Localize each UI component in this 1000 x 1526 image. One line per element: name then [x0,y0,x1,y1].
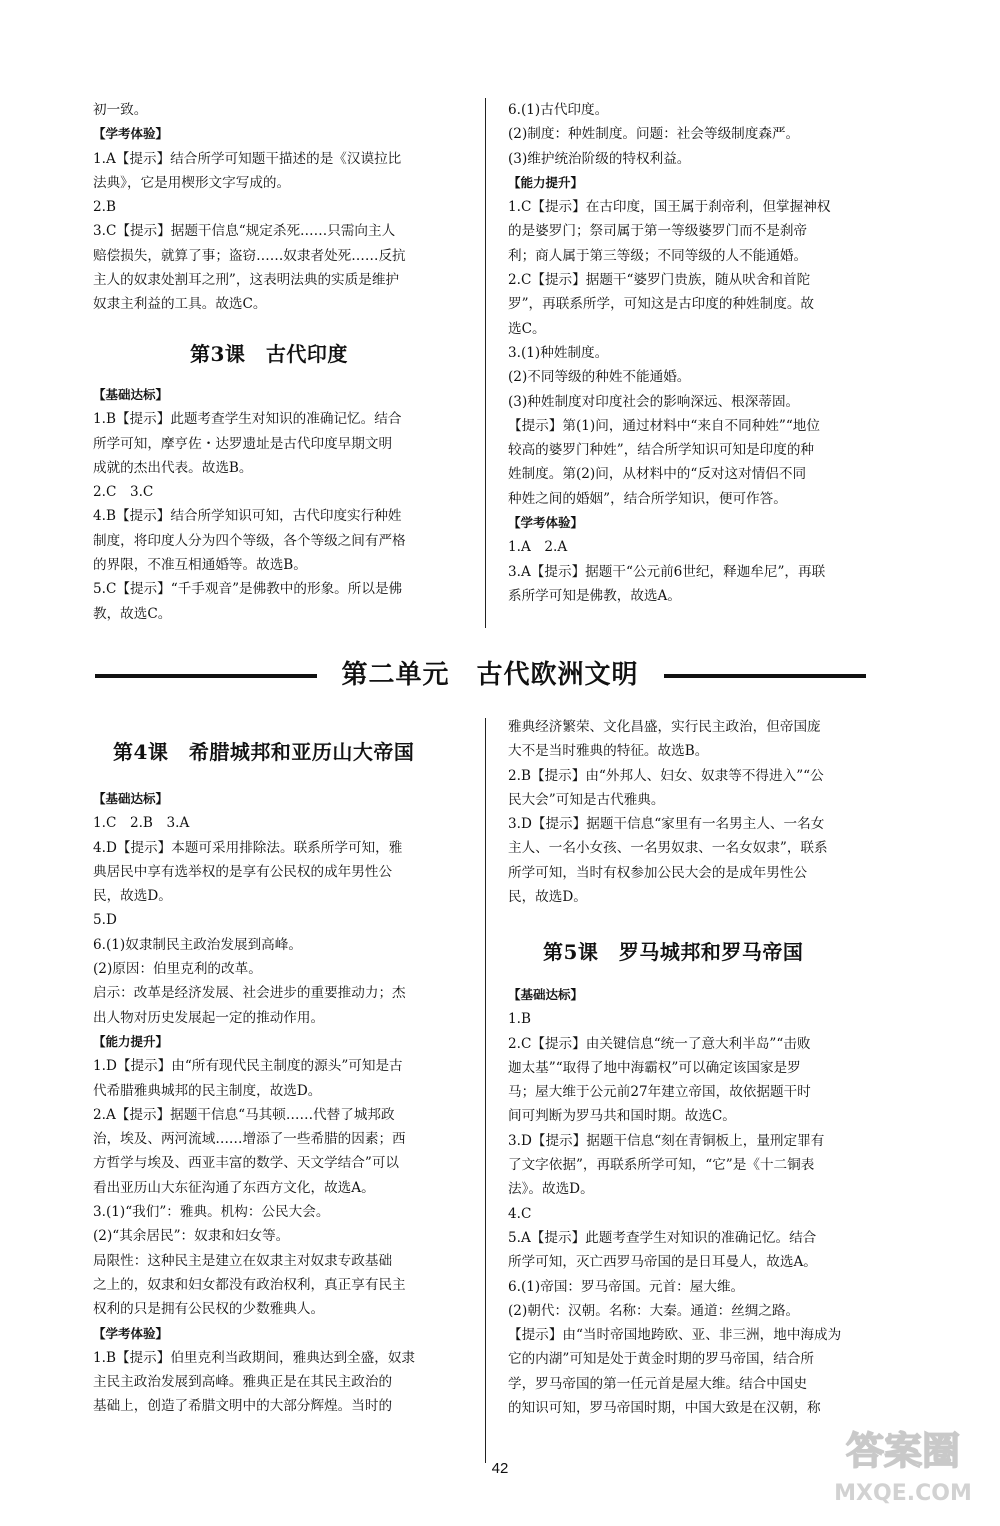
text-line: 5.D [93,912,117,929]
text-line: 所学可知，摩亨佐・达罗遗址是古代印度早期文明 [93,435,393,452]
text-line: 赔偿损失，就算了事；盗窃……奴隶者处死……反抗 [93,247,406,264]
text-line: 1.B【提示】伯里克利当政期间，雅典达到全盛，奴隶 [93,1349,416,1366]
section-heading: 【基础达标】 [93,791,169,806]
text-line: (2)朝代：汉朝。名称：大秦。通道：丝绸之路。 [508,1302,800,1319]
section-heading: 【学考体验】 [508,515,584,531]
text-line: 【提示】第(1)问，通过材料中“来自不同种姓”“地位 [508,417,820,434]
text-line: 的界限，不准互相通婚等。故选B。 [93,557,307,574]
section-heading: 【学考体验】 [93,126,169,142]
text-line: 民大会”可知是古代雅典。 [508,791,665,808]
text-line: 法》。故选D。 [508,1181,594,1198]
text-line: 大不是当时雅典的特征。故选B。 [508,743,709,760]
text-line: 基础上，创造了希腊文明中的大部分辉煌。当时的 [93,1398,393,1415]
text-line: 的知识可知，罗马帝国时期，中国大致是在汉朝，称 [508,1400,821,1417]
text-line: (2)不同等级的种姓不能通婚。 [508,369,691,386]
text-line: 民，故选D。 [93,888,172,905]
lesson-4-body [93,787,461,1419]
text-line: 成就的杰出代表。故选B。 [93,459,253,476]
text-line: 马；屋大维于公元前27年建立帝国，故依据题干时 [508,1084,811,1101]
lesson-4-title: 第4课 希腊城邦和亚历山大帝国 [113,740,415,764]
text-line: 启示：改革是经济发展、社会进步的重要推动力；杰 [93,985,406,1002]
text-line: 初一致。 [93,102,148,118]
section-heading: 【能力提升】 [508,174,584,190]
text-line: 3.(1)“我们”：雅典。机构：公民大会。 [93,1204,330,1221]
text-line: 5.C【提示】“千手观音”是佛教中的形象。所以是佛 [93,581,403,598]
unit-title: 第二单元 古代欧洲文明 [341,660,639,690]
text-line: (2)原因：伯里克利的改革。 [93,961,262,978]
text-line: 6.(1)帝国：罗马帝国。元首：屋大维。 [508,1278,745,1295]
section-heading: 【基础达标】 [508,987,584,1002]
unit-rule-right [664,674,866,678]
text-line: 雅典经济繁荣、文化昌盛，实行民主政治，但帝国庞 [508,719,821,735]
lesson-3-title: 第3课 古代印度 [190,342,348,366]
text-line: 2.B [93,199,116,216]
text-line: 选C。 [508,320,546,337]
text-line: (3)种姓制度对印度社会的影响深远、根深蒂固。 [508,393,800,410]
text-line: 方哲学与埃及、西亚丰富的数学、天文学结合”可以 [93,1155,400,1172]
text-line: 6.(1)奴隶制民主政治发展到高峰。 [93,936,302,953]
top-left-column [93,98,461,317]
text-line: 5.A【提示】此题考查学生对知识的准确记忆。结合 [508,1229,817,1246]
text-line: 1.B [508,1011,531,1028]
text-line: 3.(1)种姓制度。 [508,344,609,361]
column-divider-top [485,98,486,628]
text-line: 所学可知，当时有权参加公民大会的是成年男性公 [508,864,808,881]
text-line: 3.A【提示】据题干“公元前6世纪，释迦牟尼”，再联 [508,563,826,580]
text-line: 1.A【提示】结合所学可知题干描述的是《汉谟拉比 [93,150,402,167]
text-line: 法典》，它是用楔形文字写成的。 [93,174,291,191]
text-line: 1.C 2.B 3.A [93,815,190,832]
lesson-4-continuation [508,715,876,909]
watermark-url: MXQE.COM [834,1481,972,1506]
text-line: 治，埃及、两河流域……增添了一些希腊的因素；西 [93,1131,406,1148]
text-line: 系所学可知是佛教，故选A。 [508,587,681,604]
text-line: 教，故选C。 [93,605,172,622]
lesson-5-body [508,983,876,1420]
text-line: 主人的奴隶处割耳之刑”，这表明法典的实质是维护 [93,272,400,289]
text-line: 2.C【提示】由关键信息“统一了意大利半岛”“击败 [508,1035,811,1052]
section-heading: 【基础达标】 [93,387,169,402]
text-line: 局限性：这种民主是建立在奴隶主对奴隶专政基础 [93,1252,393,1269]
lesson-3-body [93,383,461,626]
section-heading: 【能力提升】 [93,1033,169,1049]
lesson-5-title: 第5课 罗马城邦和罗马帝国 [543,940,804,964]
text-line: 1.A 2.A [508,539,568,556]
section-heading: 【学考体验】 [93,1325,169,1341]
text-line: 所学可知，灭亡西罗马帝国的是日耳曼人，故选A。 [508,1254,817,1271]
text-line: 6.(1)古代印度。 [508,102,609,118]
text-line: 的是婆罗门；祭司属于第一等级婆罗门而不是刹帝 [508,223,808,240]
watermark-logo [828,1418,978,1508]
text-line: 学，罗马帝国的第一任元首是屋大维。结合中国史 [508,1375,808,1392]
watermark-main-text: 答案圈 [845,1429,961,1473]
text-line: 姓制度。第(2)问，从材料中的“反对这对情侣不同 [508,466,807,483]
text-line: 4.C [508,1205,532,1222]
text-line: 1.D【提示】由“所有现代民主制度的源头”可知是古 [93,1058,403,1075]
text-line: 4.D【提示】本题可采用排除法。联系所学可知，雅 [93,839,403,856]
text-line: 奴隶主利益的工具。故选C。 [93,296,267,313]
text-line: 罗”，再联系所学，可知这是古印度的种姓制度。故 [508,296,815,313]
text-line: 典居民中享有选举权的是享有公民权的成年男性公 [93,863,393,880]
text-line: 迦太基”“取得了地中海霸权”可以确定该国家是罗 [508,1059,801,1076]
text-line: 主民主政治发展到高峰。雅典正是在其民主政治的 [93,1374,393,1391]
text-line: 出人物对历史发展起一定的推动作用。 [93,1009,325,1026]
text-line: 主人、一名小女孩、一名男奴隶、一名女奴隶”，联系 [508,840,828,857]
column-divider-bottom [485,718,486,1463]
text-line: 制度，将印度人分为四个等级，各个等级之间有严格 [93,532,406,549]
text-line: 较高的婆罗门种姓”，结合所学知识可知是印度的种 [508,442,815,459]
text-line: 它的内湖”可知是处于黄金时期的罗马帝国，结合所 [508,1351,815,1368]
text-line: 4.B【提示】结合所学知识可知，古代印度实行种姓 [93,508,402,525]
text-line: 1.C【提示】在古印度，国王属于刹帝利，但掌握神权 [508,199,831,216]
top-right-column [508,98,876,608]
text-line: 民，故选D。 [508,889,587,906]
text-line: 3.C【提示】据题干信息“规定杀死……只需向主人 [93,223,396,240]
text-line: 2.C 3.C [93,484,154,501]
text-line: (2)制度：种姓制度。问题：社会等级制度森严。 [508,126,800,143]
text-line: (3)维护统治阶级的特权利益。 [508,150,691,167]
text-line: 2.B【提示】由“外邦人、妇女、奴隶等不得进入”“公 [508,767,824,784]
text-line: 之上的，奴隶和妇女都没有政治权利，真正享有民主 [93,1276,406,1293]
text-line: 1.B【提示】此题考查学生对知识的准确记忆。结合 [93,411,402,428]
text-line: 代希腊雅典城邦的民主制度，故选D。 [93,1082,322,1099]
text-line: 【提示】由“当时帝国地跨欧、亚、非三洲，地中海成为 [508,1327,842,1344]
text-line: 3.D【提示】据题干信息“刻在青铜板上，量刑定罪有 [508,1132,825,1149]
text-line: 利；商人属于第三等级；不同等级的人不能通婚。 [508,247,808,264]
text-line: 了文字依据”，再联系所学可知，“它”是《十二铜表 [508,1157,815,1174]
text-line: 权利的只是拥有公民权的少数雅典人。 [93,1301,325,1318]
text-line: 3.D【提示】据题干信息“家里有一名男主人、一名女 [508,816,825,833]
text-line: 间可判断为罗马共和国时期。故选C。 [508,1108,736,1125]
text-line: 种姓之间的婚姻”，结合所学知识，便可作答。 [508,490,787,507]
text-line: 2.C【提示】据题干“婆罗门贵族，随从吠舍和首陀 [508,272,811,289]
text-line: 2.A【提示】据题干信息“马其顿……代替了城邦政 [93,1106,395,1123]
text-line: 看出亚历山大东征沟通了东西方文化，故选A。 [93,1179,375,1196]
text-line: (2)“其余居民”：奴隶和妇女等。 [93,1228,290,1245]
unit-rule-left [95,674,317,678]
page-number: 42 [491,1460,509,1477]
